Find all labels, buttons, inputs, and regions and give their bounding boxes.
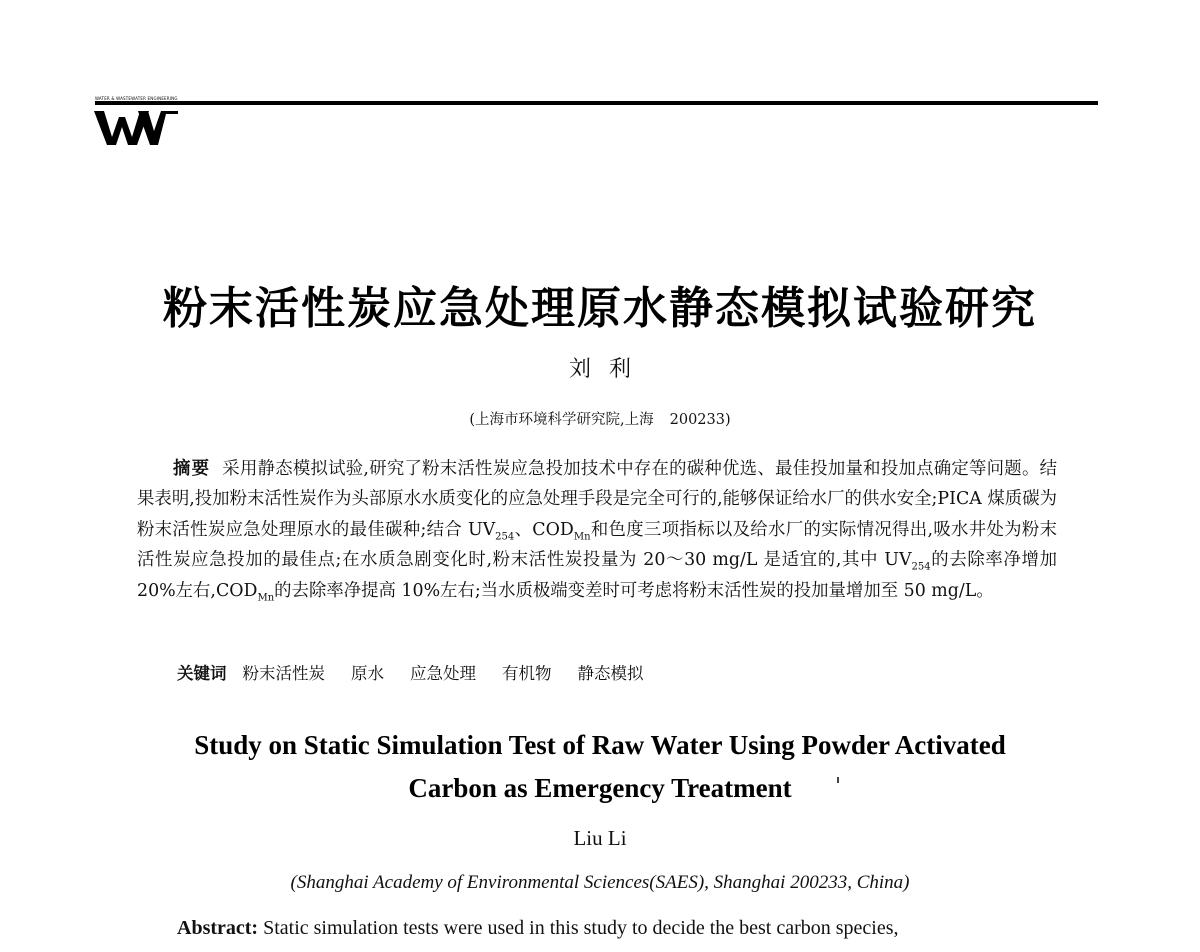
keyword: 静态模拟 — [577, 664, 644, 683]
subscript: Mn — [257, 592, 275, 604]
keyword: 原水 — [351, 664, 384, 683]
chinese-abstract-label: 摘要 — [173, 459, 211, 479]
chinese-author — [0, 355, 1200, 385]
chinese-affiliation-institute: (上海市环境科学研究院,上海 — [469, 412, 654, 428]
chinese-abstract-text: 的去除率净增加 20%左右,COD — [137, 550, 1057, 601]
subscript: 254 — [495, 531, 515, 543]
chinese-author-surname: 刘 — [568, 357, 591, 382]
chinese-abstract-text: 采用静态模拟试验,研究了粉末活性炭应急投加技术中存在的碳种优选、最佳投加量和投加点确定等问题。结果表明,投加粉末活性炭作为头部原水水质变化的应急处理手段是完全可行的,能够保证给水厂的供水安全;PICA 煤质碳为粉末活性炭应急处理原水的最佳碳种;结合 UV — [137, 459, 1057, 540]
english-title-line: Study on Static Simulation Test of Raw Water Using Powder Activated — [194, 730, 1006, 760]
chinese-abstract-text: 和色度三项指标以及给水厂的实际情况得出,吸水井处为粉末活性炭应急投加的最佳点;在水质急剧变化时,粉末活性炭投量为 20～30 mg/L 是适宜的,其中 UV — [137, 519, 1058, 571]
header-rule — [95, 101, 1098, 105]
keyword: 粉末活性炭 — [242, 664, 325, 683]
english-abstract — [177, 913, 1067, 943]
subscript: 254 — [911, 561, 931, 573]
chinese-title: 粉末活性炭应急处理原水静态模拟试验研究 — [163, 283, 1037, 334]
chinese-abstract — [137, 454, 1057, 606]
chinese-keywords-label: 关键词 — [177, 664, 227, 683]
english-affiliation: (Shanghai Academy of Environmental Sciences(SAES), Shanghai 200233, China) — [290, 872, 910, 893]
journal-tag: WATER & WASTEWATER ENGINEERING — [95, 96, 178, 101]
english-abstract-label: Abstract: — [177, 917, 259, 939]
chinese-affiliation-postcode: 200233) — [669, 412, 731, 428]
scan-speck — [837, 777, 839, 783]
chinese-abstract-text: 、COD — [514, 519, 574, 540]
subscript: Mn — [573, 531, 591, 543]
chinese-keywords — [177, 661, 670, 687]
chinese-abstract-text: 的去除率净提高 10%左右;当水质极端变差时可考虑将粉末活性炭的投加量增加至 50 mg/L。 — [274, 580, 994, 601]
keyword: 应急处理 — [410, 664, 476, 683]
chinese-affiliation — [0, 409, 1200, 431]
english-abstract-text: Static simulation tests were used in this study to decide the best carbon species, — [258, 917, 899, 939]
journal-logo-icon — [94, 111, 178, 145]
chinese-author-given-name: 利 — [609, 357, 632, 382]
keyword: 有机物 — [502, 664, 552, 683]
english-author: Liu Li — [573, 826, 627, 850]
english-title-line: Carbon as Emergency Treatment — [408, 773, 792, 803]
english-title — [0, 724, 1200, 810]
